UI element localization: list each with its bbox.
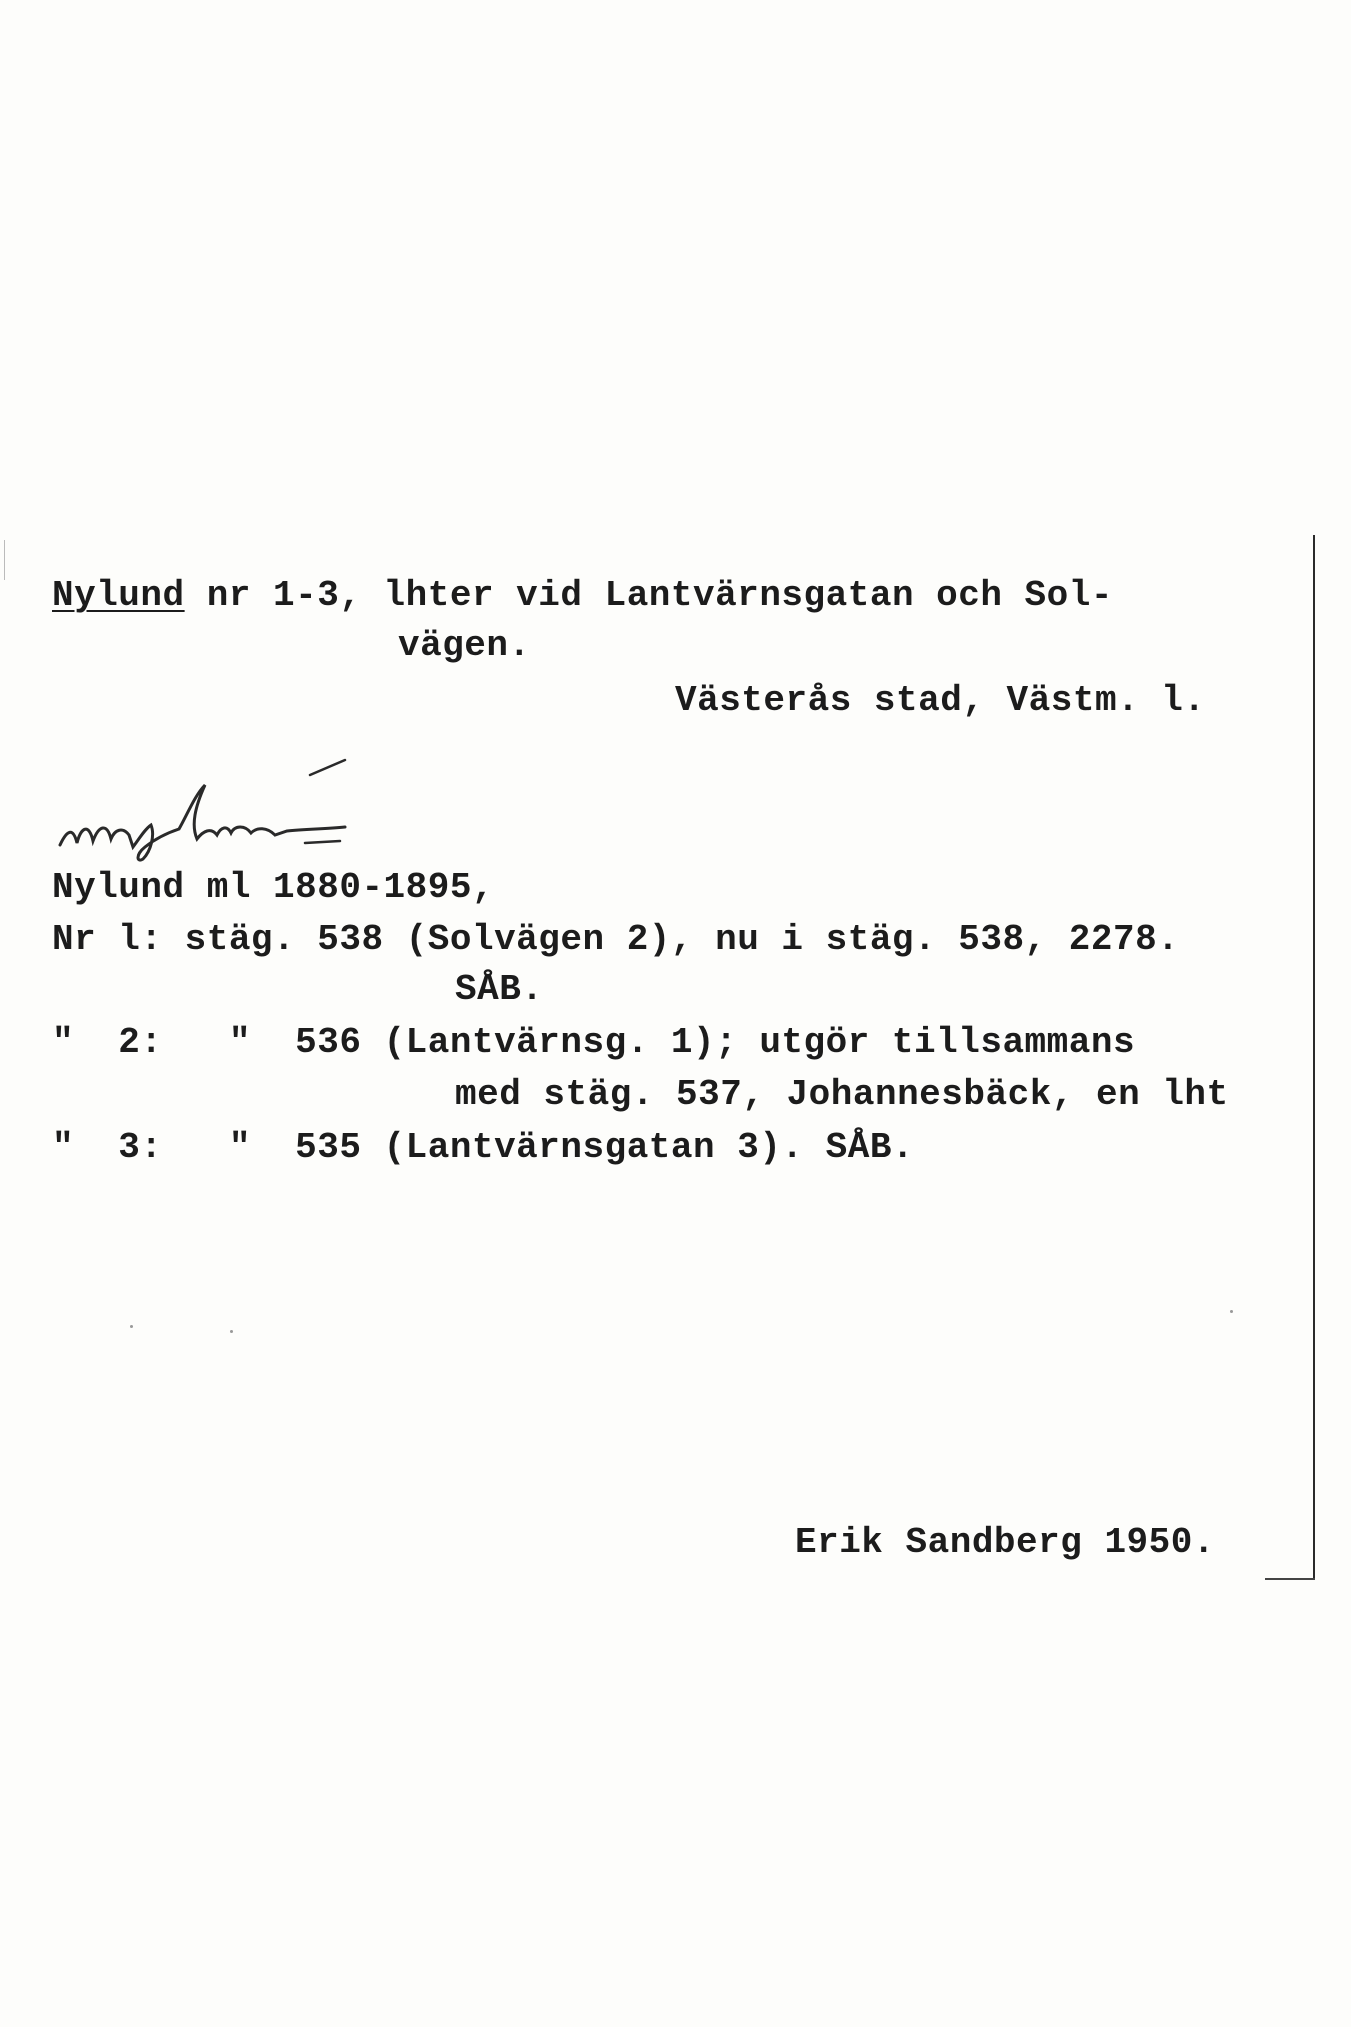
paper-speck [1230, 1310, 1233, 1313]
paper-speck [230, 1330, 233, 1333]
location-line: Västerås stad, Västm. l. [675, 680, 1206, 721]
record-line-4: " 2: " 536 (Lantvärnsg. 1); utgör tillsammans [52, 1022, 1136, 1063]
handwritten-name [55, 755, 435, 865]
heading-line [52, 575, 1113, 616]
heading-continuation: vägen. [398, 625, 531, 666]
record-line-6: " 3: " 535 (Lantvärnsgatan 3). SÅB. [52, 1127, 915, 1168]
card-bottom-edge [1265, 1578, 1315, 1580]
heading-name: Nylund [52, 575, 185, 616]
record-line-2: Nr l: stäg. 538 (Solvägen 2), nu i stäg. 538, 2278. [52, 919, 1180, 960]
record-line-1: Nylund ml 1880-1895, [52, 867, 495, 908]
card-right-edge [1313, 535, 1315, 1580]
paper-speck [130, 1325, 133, 1328]
heading-rest: nr 1-3, lhter vid Lantvärnsgatan och Sol- [184, 575, 1113, 616]
record-line-3: SÅB. [455, 969, 544, 1010]
card-left-edge [4, 540, 5, 580]
signature-line: Erik Sandberg 1950. [795, 1522, 1215, 1563]
record-line-5: med stäg. 537, Johannesbäck, en lht [455, 1074, 1229, 1115]
